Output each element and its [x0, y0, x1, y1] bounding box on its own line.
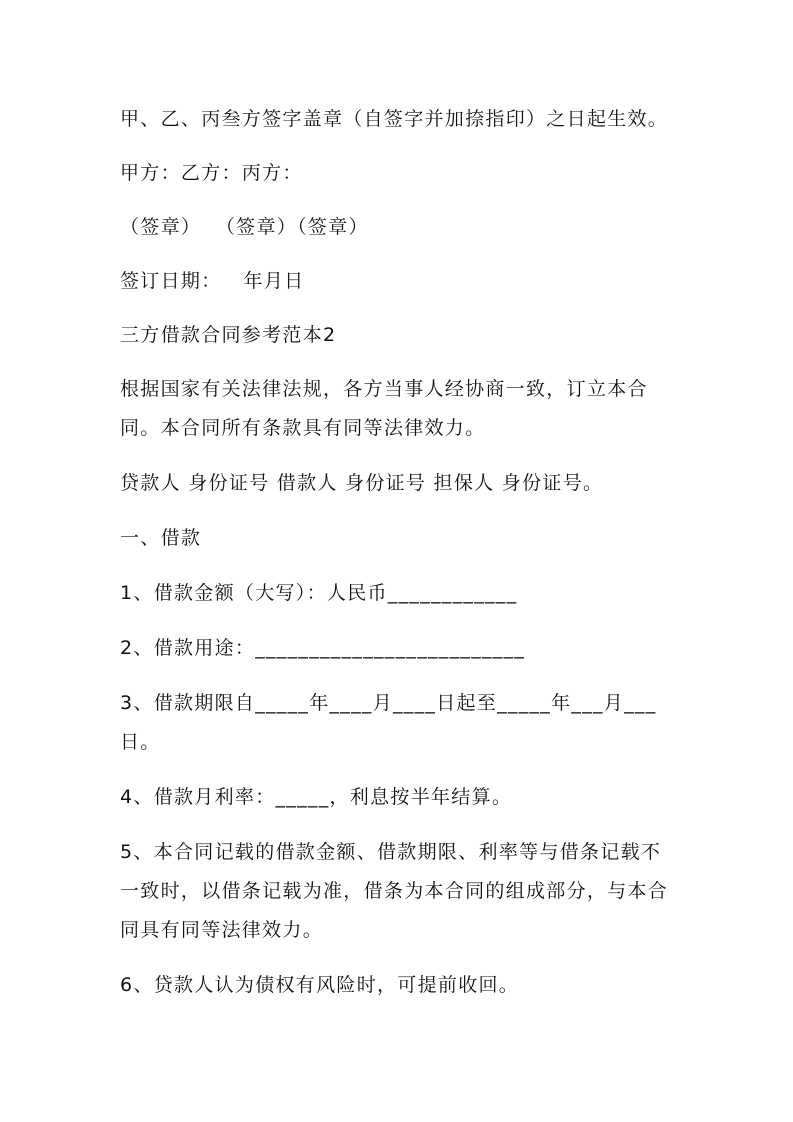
- clause-1-amount: 1、借款金额（大写）：人民币____________: [120, 582, 518, 604]
- paragraph-intro: 根据国家有关法律法规，各方当事人经协商一致，订立本合同。本合同所有条款具有同等法律效力。: [120, 378, 648, 439]
- clause-6-early-recall: 6、贷款人认为债权有风险时，可提前收回。: [120, 974, 520, 996]
- section-heading: 三方借款合同参考范本2: [120, 324, 337, 346]
- paragraph-signatures: （签章） （签章）（签章）: [120, 216, 369, 238]
- clause-2-purpose: 2、借款用途：_________________________: [120, 637, 526, 659]
- paragraph-sign-date: 签订日期： 年月日: [120, 270, 305, 292]
- clause-5-iou-precedence: 5、本合同记载的借款金额、借款期限、利率等与借条记载不一致时，以借条记载为准，借条为本合同的组成部分，与本合同具有同等法律效力。: [120, 841, 669, 941]
- clause-3-term: 3、借款期限自_____年____月____日起至_____年___月___日。: [120, 692, 657, 753]
- clause-4-interest: 4、借款月利率：_____，利息按半年结算。: [120, 786, 513, 808]
- paragraph-effective-clause: 甲、乙、丙叁方签字盖章（自签字并加捺指印）之日起生效。: [120, 108, 669, 130]
- subheading-loan: 一、借款: [120, 527, 202, 549]
- document-page: [120, 100, 680, 1005]
- paragraph-party-ids: 贷款人 身份证号 借款人 身份证号 担保人 身份证号。: [120, 472, 604, 494]
- paragraph-parties: 甲方：乙方：丙方：: [120, 162, 303, 184]
